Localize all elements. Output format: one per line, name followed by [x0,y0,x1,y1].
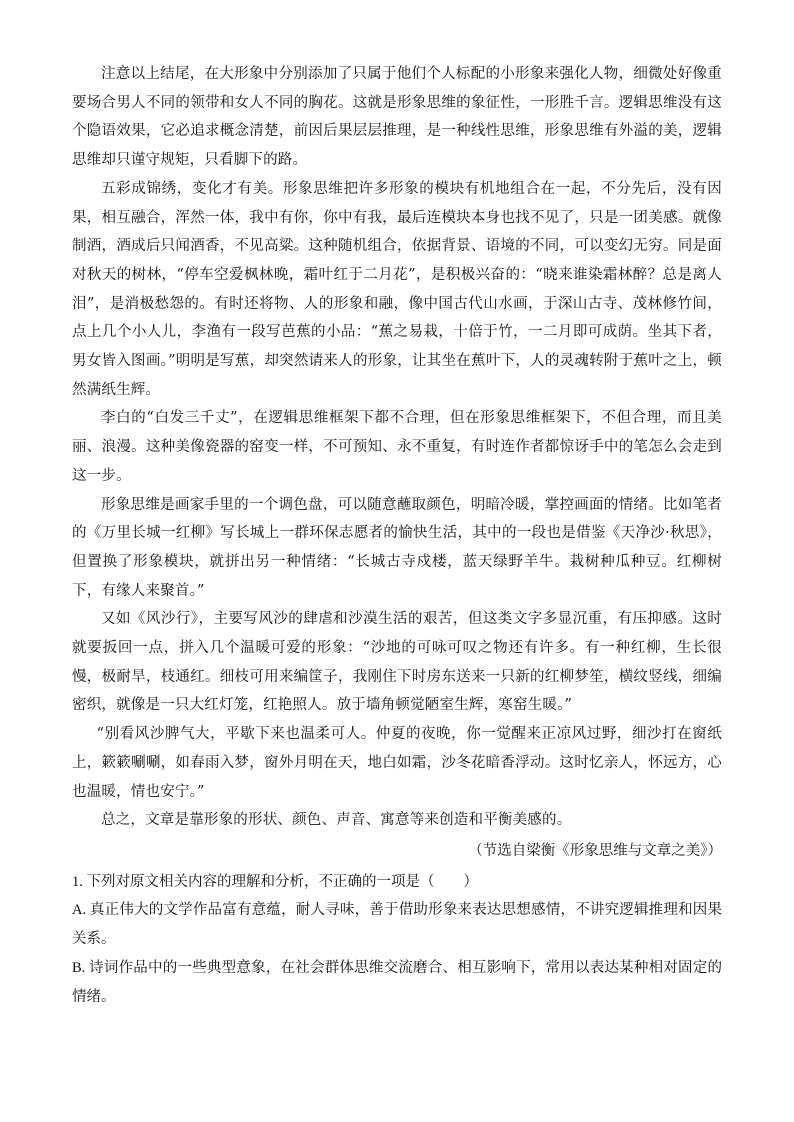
question-option: B. 诗词作品中的一些典型意象，在社会群体思维交流磨合、相互影响下，常用以表达某种相对固定的情绪。 [72,959,722,1005]
article-paragraph: 又如《风沙行》，主要写风沙的肆虐和沙漠生活的艰苦，但这类文字多显沉重，有压抑感。这时就要扳回一点，拼入几个温暖可爱的形象：“沙地的可咏可叹之物还有许多。有一种红柳，生长很慢，极耐旱，枝通红。细枝可用来编筐子，我刚住下时房东送来一只新的红柳梦笙，横纹竖线，细编密织，就像是一只大红灯笼，红艳照人。放于墙角顿觉陋室生辉，寒窑生暖。” [72,611,722,714]
question-block [72,868,722,1012]
article-source: （节选自梁衡《形象思维与文章之美》） [468,842,722,859]
article-paragraph: “别看风沙脾气大，平歇下来也温柔可人。仲夏的夜晚，你一觉醒来正凉风过野，细沙打在窗纸上，簌簌唰唰，如春雨入梦，窗外月明在天，地白如霜，沙冬花暗香浮动。这时忆亲人，怀远方，心也温暖，情也安宁。” [72,726,722,800]
article-paragraph: 总之，文章是靠形象的形状、颜色、声音、寓意等来创造和平衡美感的。 [101,812,572,829]
question-stem: 1. 下列对原文相关内容的理解和分析，不正确的一项是（ ） [72,873,478,890]
article-paragraph: 五彩成锦绣，变化才有美。形象思维把许多形象的模块有机地组合在一起，不分先后，没有因果，相互融合，浑然一体，我中有你，你中有我，最后连模块本身也找不见了，只是一团美感。就像制酒，酒成后只闻酒香，不见高粱。这种随机组合，依据背景、语境的不同，可以变幻无穷。同是面对秋天的树林，“停车空爱枫林晚，霜叶红于二月花”，是积极兴奋的：“晓来谁染霜林醉？总是离人泪”，是消极愁怨的。有时还将物、人的形象和融，像中国古代山水画，于深山古寺、茂林修竹间，点上几个小人儿，李渔有一段写芭蕉的小品：“蕉之易栽，十倍于竹，一二月即可成荫。坐其下者，男女皆入图画。”明明是写蕉，却突然请来人的形象，让其坐在蕉叶下，人的灵魂转附于蕉叶之上，顿然满纸生辉。 [72,180,722,398]
article-body [72,60,722,866]
article-paragraph: 注意以上结尾，在大形象中分别添加了只属于他们个人标配的小形象来强化人物，细微处好像重要场合男人不同的领带和女人不同的胸花。这就是形象思维的象征性，一形胜千言。逻辑思维没有这个隐语效果，它必追求概念清楚，前因后果层层推理，是一种线性思维，形象思维有外溢的美，逻辑思维却只谨守规矩，只看脚下的路。 [72,66,722,169]
article-paragraph: 李白的“白发三千丈”，在逻辑思维框架下都不合理，但在形象思维框架下，不但合理，而且美丽、浪漫。这种美像瓷器的窑变一样，不可预知、永不重复，有时连作者都惊讶手中的笔怎么会走到这一步。 [72,410,722,484]
article-paragraph: 形象思维是画家手里的一个调色盘，可以随意蘸取颜色，明暗冷暖，掌控画面的情绪。比如笔者的《万里长城一红柳》写长城上一群环保志愿者的愉快生活，其中的一段也是借鉴《天净沙·秋思》，但置换了形象模块，就拼出另一种情绪：“长城古寺戍楼，蓝天绿野羊牛。栽树种瓜种豆。红柳树下，有缘人来聚首。” [72,496,722,599]
question-option: A. 真正伟大的文学作品富有意蕴，耐人寻味，善于借助形象来表达思想感情，不讲究逻辑推理和因果关系。 [72,902,722,948]
document-page [72,60,722,1011]
